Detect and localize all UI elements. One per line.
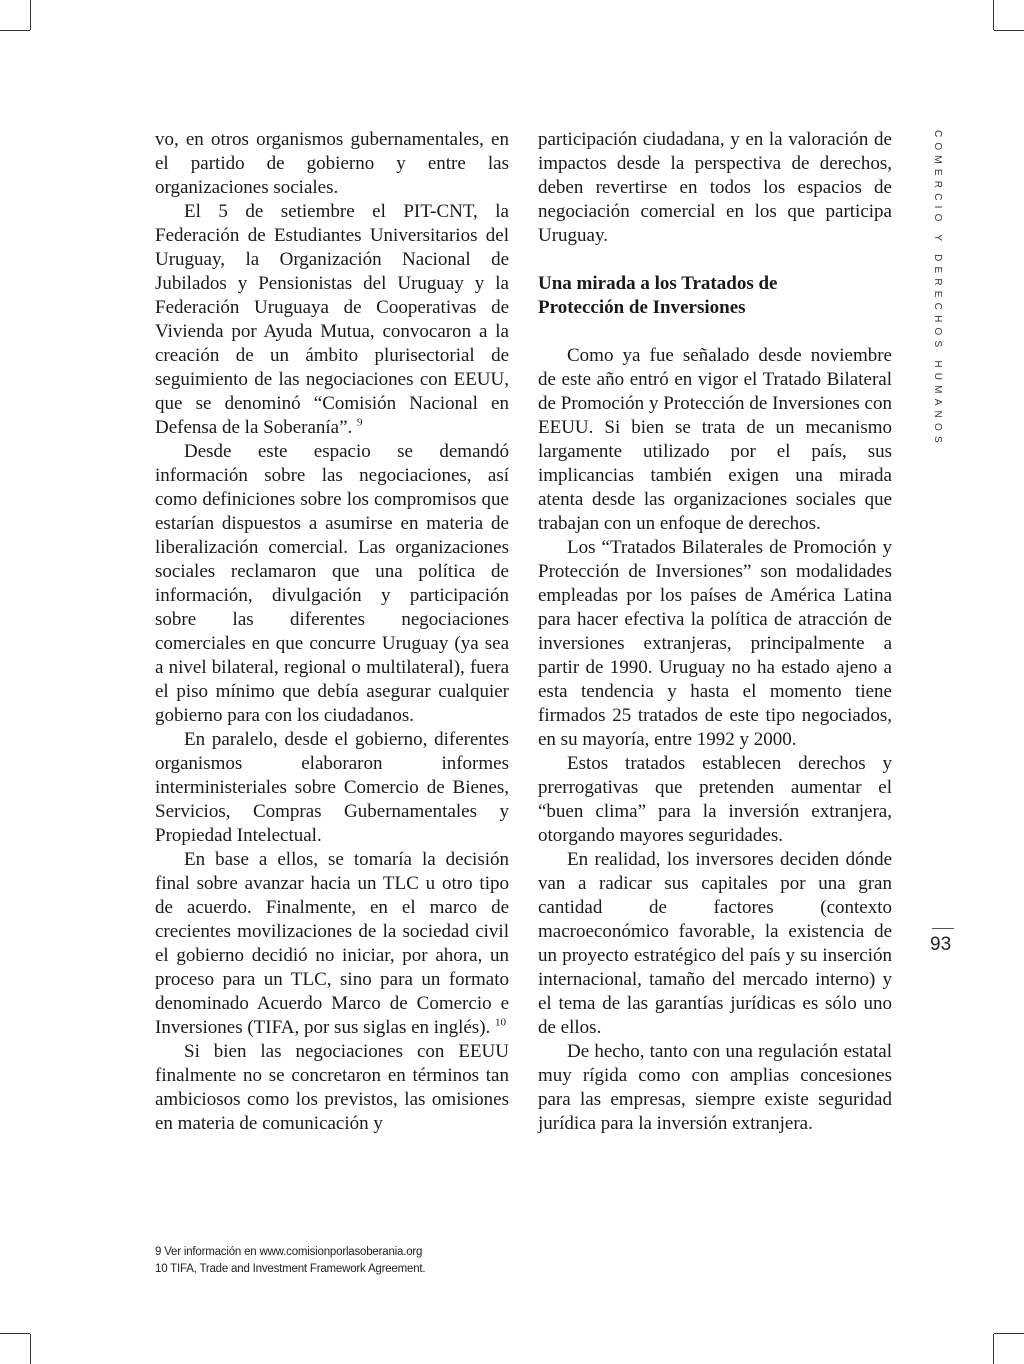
crop-mark-top-right-v xyxy=(993,0,994,30)
footnote-9: 9 Ver información en www.comisionporlasoberania.org xyxy=(155,1246,423,1258)
footnote-ref-9: 9 xyxy=(357,416,363,429)
crop-mark-bottom-left-h xyxy=(0,1333,30,1334)
paragraph: De hecho, tanto con una regulación estatal muy rígida como con amplias concesiones para las empresas, siempre existe seguridad jurídica para la inversión extranjera. xyxy=(538,1041,892,1134)
running-header: COMERCIO Y DERECHOS HUMANOS xyxy=(932,130,943,448)
paragraph: El 5 de setiembre el PIT-CNT, la Federación de Estudiantes Universitarios del Uruguay, la Organización Nacional de Jubilados y Pensionistas del Uruguay y la Federación Uruguaya de Cooperativas de Vivienda por Ayuda Mutua, convocaron a la creación de un ámbito plurisectorial de seguimiento de las negociaciones con EEUU, que se denominó “Comisión Nacional en Defensa de la Soberanía”. $^9$ xyxy=(155,201,509,438)
paragraph: Estos tratados establecen derechos y prerrogativas que pretenden aumentar el “buen clima” para la inversión extranjera, otorgando mayores seguridades. xyxy=(538,753,892,846)
crop-mark-bottom-right-v xyxy=(993,1334,994,1364)
footnote-ref-10: 10 xyxy=(495,1016,507,1029)
page-number: 93 xyxy=(930,934,952,955)
paragraph: participación ciudadana, y en la valoración de impactos desde la perspectiva de derechos, deben revertirse en todos los espacios de negociación comercial en los que participa Uruguay. xyxy=(538,129,892,246)
crop-mark-top-left-v xyxy=(30,0,31,30)
crop-mark-top-left-h xyxy=(0,30,30,31)
crop-mark-bottom-left-v xyxy=(30,1334,31,1364)
right-column xyxy=(538,128,892,1136)
paragraph: En paralelo, desde el gobierno, diferentes organismos elaboraron informes interministeriales sobre Comercio de Bienes, Servicios, Compras Gubernamentales y Propiedad Intelectual. xyxy=(155,729,509,846)
crop-mark-bottom-right-h xyxy=(994,1333,1024,1334)
paragraph: Como ya fue señalado desde noviembre de este año entró en vigor el Tratado Bilateral de Promoción y Protección de Inversiones con EEUU. Si bien se trata de un mecanismo largamente utilizado por el país, sus implicancias también exigen una mirada atenta desde las organizaciones sociales que trabajan con un enfoque de derechos. xyxy=(538,345,892,534)
paragraph: En base a ellos, se tomaría la decisión final sobre avanzar hacia un TLC u otro tipo de acuerdo. Finalmente, en el marco de crecientes movilizaciones de la sociedad civil el gobierno decidió no iniciar, por ahora, un proceso para un TLC, sino para un formato denominado Acuerdo Marco de Comercio e Inversiones (TIFA, por sus siglas en inglés). $^{10}$ xyxy=(155,849,509,1038)
paragraph: En realidad, los inversores deciden dónde van a radicar sus capitales por una gran cantidad de factores (contexto macroeconómico favorable, la existencia de un proyecto estratégico del país y su inserción internacional, tamaño del mercado interno) y el tema de las garantías jurídicas es sólo uno de ellos. xyxy=(538,849,892,1038)
paragraph: Los “Tratados Bilaterales de Promoción y Protección de Inversiones” son modalidades empleadas por los países de América Latina para hacer efectiva la política de atracción de inversiones extranjeras, principalmente a partir de 1990. Uruguay no ha estado ajeno a esta tendencia y hasta el momento tiene firmados 25 tratados de este tipo negociados, en su mayoría, entre 1992 y 2000. xyxy=(538,537,892,750)
page-number-rule xyxy=(932,928,954,929)
paragraph: Si bien las negociaciones con EEUU finalmente no se concretaron en términos tan ambiciosos como los previstos, las omisiones en materia de comunicación y xyxy=(155,1041,509,1134)
footnotes xyxy=(155,1244,425,1278)
crop-mark-top-right-h xyxy=(994,30,1024,31)
paragraph: Desde este espacio se demandó información sobre las negociaciones, así como definiciones sobre los compromisos que estarían dispuestos a asumirse en materia de liberalización comercial. Las organizaciones sociales reclamaron que una política de información, divulgación y participación sobre las diferentes negociaciones comerciales en que concurre Uruguay (ya sea a nivel bilateral, regional o multilateral), fuera el piso mínimo que debía asegurar cualquier gobierno para con los ciudadanos. xyxy=(155,441,509,726)
paragraph: vo, en otros organismos gubernamentales, en el partido de gobierno y entre las organizaciones sociales. xyxy=(155,129,509,198)
footnote-10: 10 TIFA, Trade and Investment Framework Agreement. xyxy=(155,1263,426,1275)
left-column xyxy=(155,128,509,1136)
section-heading: Una mirada a los Tratados de Protección de Inversiones xyxy=(538,273,778,318)
